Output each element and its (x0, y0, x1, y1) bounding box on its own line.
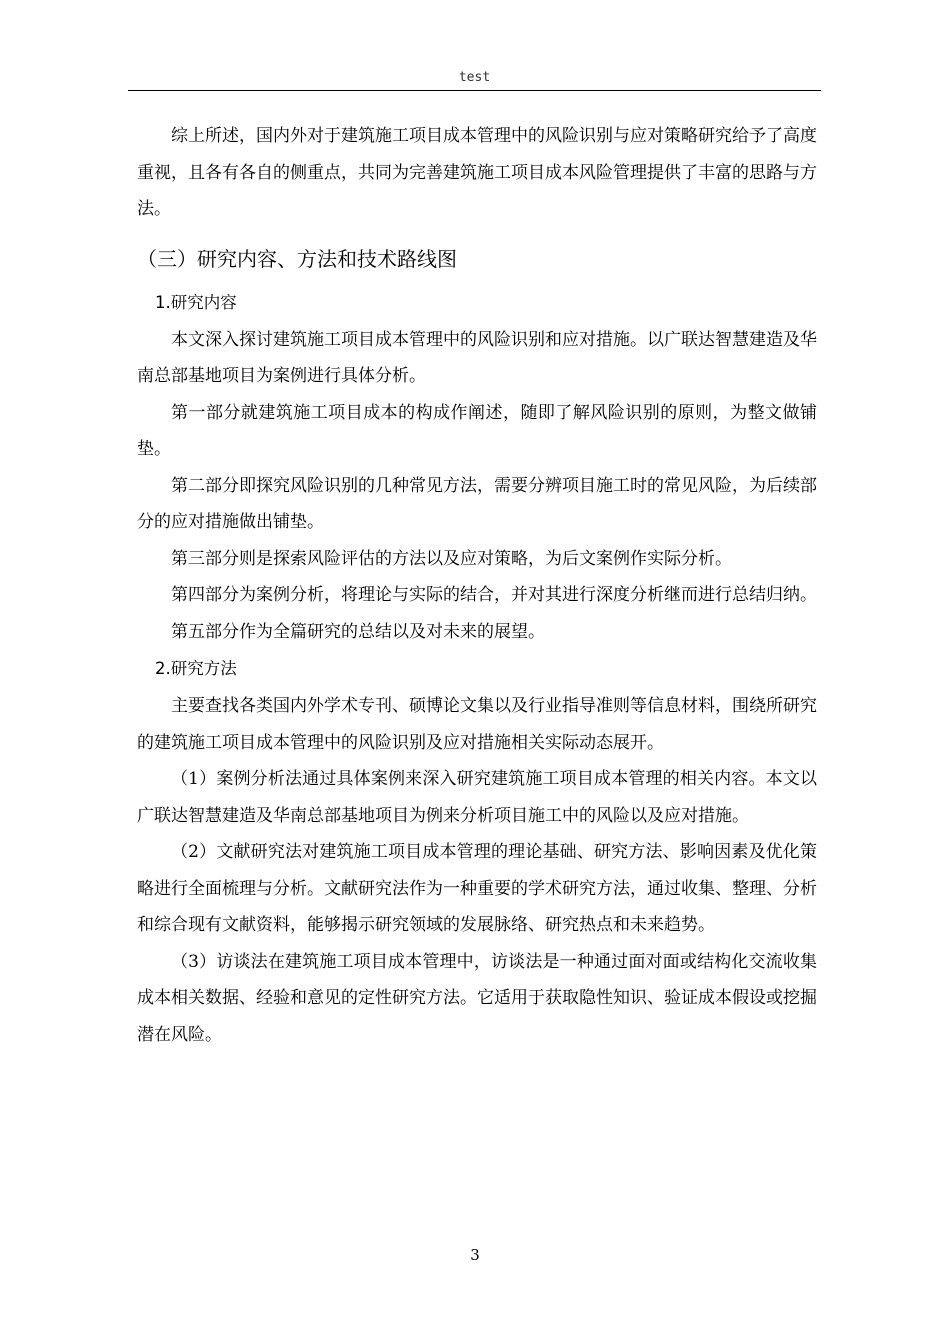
header-rule (128, 90, 821, 91)
methods-paragraph: （3）访谈法在建筑施工项目成本管理中，访谈法是一种通过面对面或结构化交流收集成本相关数据、经验和意见的定性研究方法。它适用于获取隐性知识、验证成本假设或挖掘潜在风险。 (137, 951, 817, 1045)
methods-paragraph: （2）文献研究法对建筑施工项目成本管理的理论基础、研究方法、影响因素及优化策略进行全面梳理与分析。文献研究法作为一种重要的学术研究方法，通过收集、整理、分析和综合现有文献资料，能够揭示研究领域的发展脉络、研究热点和未来趋势。 (137, 842, 817, 935)
page-header: test (458, 70, 491, 85)
content-paragraph: 第四部分为案例分析，将理论与实际的结合，并对其进行深度分析继而进行总结归纳。 (171, 585, 817, 605)
content-paragraph: 第三部分则是探索风险评估的方法以及应对策略，为后文案例作实际分析。 (171, 548, 732, 569)
content-paragraph: 第一部分就建筑施工项目成本的构成作阐述，随即了解风险识别的原则，为整文做铺垫。 (137, 402, 817, 459)
methods-paragraph: 主要查找各类国内外学术专刊、硕博论文集以及行业指导准则等信息材料，围绕所研究的建筑施工项目成本管理中的风险识别及应对措施相关实际动态展开。 (137, 696, 817, 753)
content-paragraph: 第五部分作为全篇研究的总结以及对未来的展望。 (171, 621, 545, 642)
page-body (137, 118, 817, 1053)
intro-paragraph: 综上所述，国内外对于建筑施工项目成本管理中的风险识别与应对策略研究给予了高度重视，且各有各自的侧重点，共同为完善建筑施工项目成本风险管理提供了丰富的思路与方法。 (137, 126, 817, 219)
methods-paragraph: （1）案例分析法通过具体案例来深入研究建筑施工项目成本管理的相关内容。本文以广联达智慧建造及华南总部基地项目为例来分析项目施工中的风险以及应对措施。 (137, 769, 817, 826)
content-paragraph: 本文深入探讨建筑施工项目成本管理中的风险识别和应对措施。以广联达智慧建造及华南总部基地项目为案例进行具体分析。 (137, 329, 817, 386)
section-heading: （三）研究内容、方法和技术路线图 (137, 246, 457, 271)
content-paragraph: 第二部分即探究风险识别的几种常见方法，需要分辨项目施工时的常见风险，为后续部分的应对措施做出铺垫。 (137, 475, 817, 532)
subsection-heading-content: 1.研究内容 (155, 292, 237, 312)
page-number: 3 (470, 1246, 480, 1264)
subsection-heading-methods: 2.研究方法 (155, 659, 237, 678)
